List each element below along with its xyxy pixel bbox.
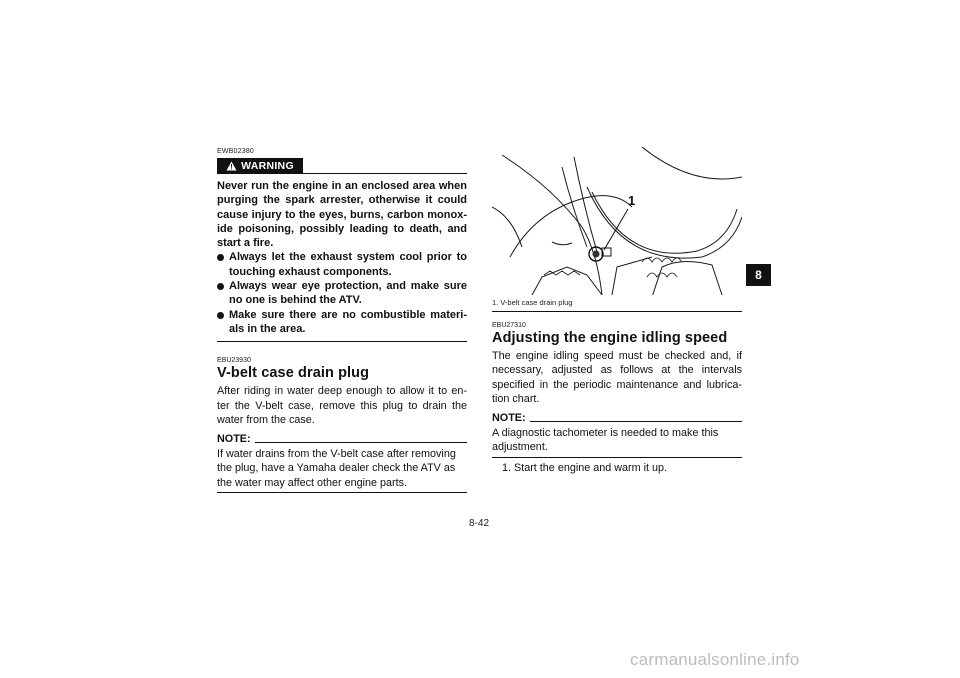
right-column [492, 147, 742, 475]
photo-callout-number: 1 [628, 193, 636, 208]
note-end-rule [217, 492, 467, 493]
section-body-vbelt: After riding in water deep enough to allow it to en-ter the V-belt case, remove this plug to drain the water from the case. [217, 385, 467, 426]
section-body-idling: The engine idling speed must be checked and, if necessary, adjusted as follows at the intervals specified in the periodic maintenance and lubrica-tion chart. [492, 350, 742, 405]
warning-bullet: Always let the exhaust system cool prior to touching exhaust components. [217, 250, 467, 279]
note-text: If water drains from the V-belt case after removing the plug, have a Yamaha dealer check the ATV as the water may affect other engine parts. [217, 448, 456, 489]
bullet-dot-icon [217, 254, 224, 261]
warning-header-rule [303, 173, 467, 174]
page-number: 8-42 [469, 518, 490, 529]
drain-plug-photo [492, 147, 742, 295]
bullet-dot-icon [217, 283, 224, 290]
warning-bullet-list [217, 250, 467, 336]
watermark: carmanualsonline.info [630, 650, 800, 669]
step-item: 1. Start the engine and warm it up. [502, 461, 668, 474]
warning-badge [217, 158, 303, 174]
warning-bullet: Always wear eye protection, and make sure no one is behind the ATV. [217, 279, 467, 308]
warning-text: Never run the engine in an enclosed area when purging the spark arrester, otherwise it could cause injury to the eyes, burns, carbon monox-ide poisoning, possibly leading to death, and start a fire. [217, 180, 467, 250]
warning-header [217, 157, 467, 174]
note-text: A diagnostic tachometer is needed to make this adjustment. [492, 427, 719, 454]
bullet-dot-icon [217, 312, 224, 319]
section-title-vbelt: V-belt case drain plug [217, 365, 370, 382]
note-rule [255, 442, 467, 443]
section-title-idling: Adjusting the engine idling speed [492, 330, 728, 346]
note-end-rule [492, 457, 742, 458]
warning-label: WARNING [241, 159, 294, 172]
section-code: EBU27310 [492, 322, 526, 329]
warning-triangle-icon [226, 161, 237, 171]
photo-caption: 1. V-belt case drain plug [492, 298, 573, 307]
warning-code: EWB02380 [217, 148, 255, 155]
drain-plug-illustration [492, 147, 742, 295]
left-column [217, 147, 467, 493]
chapter-tab: 8 [746, 264, 771, 286]
warning-bullet: Make sure there are no combustible materi-als in the area. [217, 308, 467, 337]
section-code: EBU23930 [217, 357, 251, 365]
note-header [217, 432, 467, 445]
note-rule [530, 421, 742, 422]
note-label: NOTE: [217, 433, 251, 446]
note-header [492, 411, 742, 424]
note-label: NOTE: [492, 412, 526, 425]
